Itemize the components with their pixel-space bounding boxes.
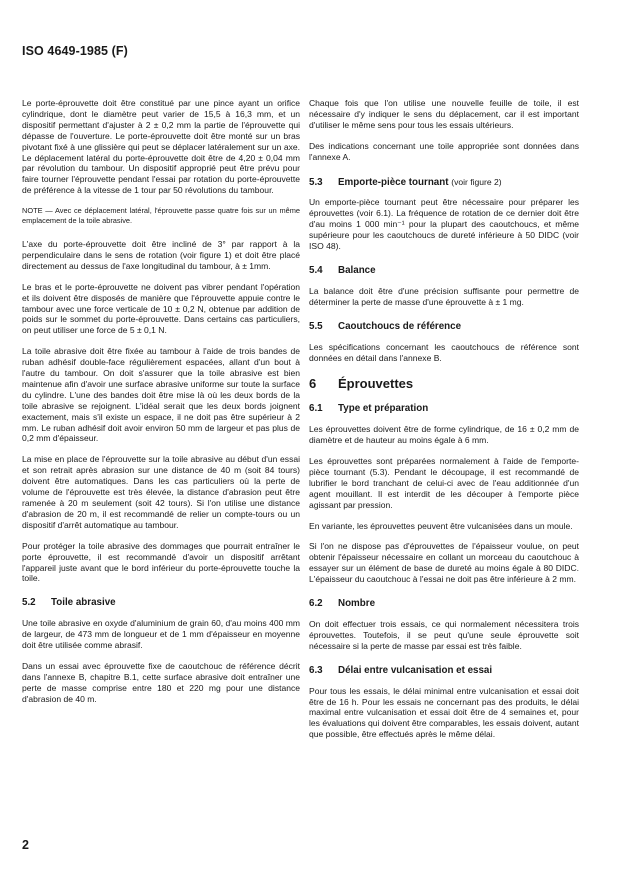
note-paragraph: NOTE — Avec ce déplacement latéral, l'éprouvette passe quatre fois sur un même emplacement de la toile abrasive. bbox=[22, 206, 300, 225]
paragraph: Un emporte-pièce tournant peut être nécessaire pour préparer les éprouvettes (voir 6.1). La fréquence de rotation de ce dernier doit être d'au moins 1 000 min⁻¹ pour la plupart des caoutchoucs, et même supérieure pour les caoutchoucs de dureté inférieure à 50 DIDC (voir ISO 48). bbox=[309, 197, 579, 252]
paragraph: La toile abrasive doit être fixée au tambour à l'aide de trois bandes de ruban adhésif double-face régulièrement espacées, allant d'un bout à l'autre du tambour. On doit s'assurer que la toile abrasive est bien maintenue afin d'avoir une surface abrasive uniforme sur toute la surface du cylindre. L'une des bandes doit être mise là où les deux bords de la toile abrasive se rejoignent. L'idéal serait que les deux bords joignent exactement, mais s'il existe un espace, il ne doit pas être supérieur à 2 mm. Le ruban adhésif doit avoir environ 50 mm de largeur et pas plus de 0,2 mm d'épaisseur. bbox=[22, 346, 300, 444]
section-title: Toile abrasive bbox=[51, 597, 116, 609]
paragraph: Le porte-éprouvette doit être constitué par une pince ayant un orifice cylindrique, dont le diamètre peut varier de 15,5 à 16,3 mm, et un dispositif permettant d'ajuster à 2 ± 0,2 mm la partie de l'éprouvette qui dépasse de l'ouverture. Le porte-éprouvette doit être monté sur un bras pivotant fixé à une glissière qui peut se déplacer latéralement sur un axe. Le déplacement latéral du porte-éprouvette doit être de 4,20 ± 0,04 mm par révolution du tambour. Un dispositif approprié peut être prévu pour faire tourner l'éprouvette pendant l'essai par rotation du porte-éprouvette de préférence à la vitesse de 1 tour par 50 révolutions du tambour. bbox=[22, 98, 300, 196]
section-title: Délai entre vulcanisation et essai bbox=[338, 664, 493, 676]
section-title: Emporte-pièce tournant bbox=[338, 176, 449, 188]
section-heading-5-5 bbox=[309, 322, 579, 333]
paragraph: Chaque fois que l'on utilise une nouvelle feuille de toile, il est nécessaire d'y indiquer le sens du déplacement, car il est important d'utiliser le même sens pour tous les essais ultérieurs. bbox=[309, 98, 579, 130]
page-number: 2 bbox=[22, 838, 29, 852]
paragraph: Les spécifications concernant les caoutchoucs de référence sont données en détail dans l'annexe B. bbox=[309, 341, 579, 363]
section-subtitle: (voir figure 2) bbox=[451, 176, 502, 187]
section-heading-6-1 bbox=[309, 404, 579, 415]
section-number: 5.3 bbox=[309, 176, 323, 188]
section-number: 6.1 bbox=[309, 403, 323, 415]
section-heading-6-2 bbox=[309, 599, 579, 610]
section-number: 5.4 bbox=[309, 264, 323, 276]
paragraph: La balance doit être d'une précision suffisante pour permettre de déterminer la perte de masse d'une éprouvette à ± 1 mg. bbox=[309, 285, 579, 307]
section-heading-6-3 bbox=[309, 666, 579, 677]
paragraph: Une toile abrasive en oxyde d'aluminium de grain 60, d'au moins 400 mm de largeur, de 473 mm de longueur et de 1 mm d'épaisseur en moyenne doit être utilisée comme abrasif. bbox=[22, 618, 300, 651]
paragraph: Pour protéger la toile abrasive des dommages que pourrait entraîner le porte éprouvette, il est recommandé d'avoir un dispositif arrêtant l'appareil juste avant que le bord inférieur du porte-éprouvette touche la toile. bbox=[22, 540, 300, 584]
paragraph: Le bras et le porte-éprouvette ne doivent pas vibrer pendant l'opération et ils doivent être disposés de manière que l'éprouvette appuie contre le tambour avec une force verticale de 10 ± 0,2 N, obtenue par addition de poids sur le sommet du porte-éprouvette. Dans certains cas particuliers, on peut utiliser une force de 5 ± 0,1 N. bbox=[22, 281, 300, 336]
paragraph: Les éprouvettes sont préparées normalement à l'aide de l'emporte-pièce tournant (5.3). Pendant le découpage, il est recommandé de lubrifier le bord tranchant de celui-ci avec de l'eau additionnée d'un agent mouillant. Il est interdit de les découper à l'emporte pièce agissant par pression. bbox=[309, 456, 579, 510]
section-title: Caoutchoucs de référence bbox=[338, 320, 462, 332]
page-header-title: ISO 4649-1985 (F) bbox=[22, 44, 128, 58]
left-column bbox=[22, 98, 300, 715]
section-number: 5.5 bbox=[309, 320, 323, 332]
section-heading-5-3 bbox=[309, 177, 579, 189]
section-title: Nombre bbox=[338, 598, 376, 610]
section-heading-5-4 bbox=[309, 266, 579, 277]
paragraph: La mise en place de l'éprouvette sur la toile abrasive au début d'un essai et son retrait après abrasion sur une distance de 40 m (soit 84 tours) doivent être automatiques. Dans les cas particuliers où la perte de volume de l'éprouvette est très élevée, la distance d'abrasion peut être ramenée à 20 m seulement (soit 42 tours). Si l'on utilise une distance d'abrasion de 20 m, il est recommandé de relier un compte-tours ou un dispositif d'arrêt automatique au tambour. bbox=[22, 454, 300, 530]
paragraph: Si l'on ne dispose pas d'éprouvettes de l'épaisseur voulue, on peut obtenir l'épaisseur nécessaire en collant un morceau du caoutchouc à essayer sur un élément de base de dureté au moins égale à 80 DIDC. L'épaisseur du caoutchouc à l'essai ne doit pas être inférieure à 2 mm. bbox=[309, 541, 579, 585]
paragraph: On doit effectuer trois essais, ce qui normalement nécessitera trois éprouvettes. Toutefois, il se peut qu'une seule éprouvette soit nécessaire si la perte de masse par essai est très faible. bbox=[309, 619, 579, 651]
section-number: 6.3 bbox=[309, 664, 323, 676]
paragraph: L'axe du porte-éprouvette doit être incliné de 3° par rapport à la perpendiculaire dans le sens de rotation (voir figure 1) et doit être placé directement au dessus de l'axe longitudinal du tambour, à ± 1mm. bbox=[22, 238, 300, 271]
paragraph: Les éprouvettes doivent être de forme cylindrique, de 16 ± 0,2 mm de diamètre et de hauteur au moins égale à 6 mm. bbox=[309, 424, 579, 446]
section-title: Balance bbox=[338, 264, 376, 276]
paragraph: Pour tous les essais, le délai minimal entre vulcanisation et essai doit être de 16 h. Pour les essais ne concernant pas des produits, le délai maximal entre vulcanisation et essai doit être de 4 semaines et, pour les évaluations qui doivent être comparables, les essais doivent, autant que possible, être effectués après le même délai. bbox=[309, 685, 579, 740]
paragraph: Des indications concernant une toile appropriée sont données dans l'annexe A. bbox=[309, 140, 579, 162]
section-number: 6.2 bbox=[309, 598, 323, 610]
paragraph: En variante, les éprouvettes peuvent être vulcanisées dans un moule. bbox=[309, 520, 573, 531]
section-number: 5.2 bbox=[22, 597, 36, 609]
section-heading-6 bbox=[309, 376, 579, 392]
section-number: 6 bbox=[309, 376, 317, 392]
section-title: Éprouvettes bbox=[338, 376, 414, 392]
paragraph: Dans un essai avec éprouvette fixe de caoutchouc de référence décrit dans l'annexe B, chapitre B.1, cette surface abrasive doit entraîner une perte de masse comprise entre 180 et 220 mg pour une distance d'abrasion de 40 m. bbox=[22, 660, 300, 704]
right-column bbox=[309, 98, 579, 750]
section-title: Type et préparation bbox=[338, 403, 429, 415]
section-heading-5-2 bbox=[22, 598, 300, 609]
